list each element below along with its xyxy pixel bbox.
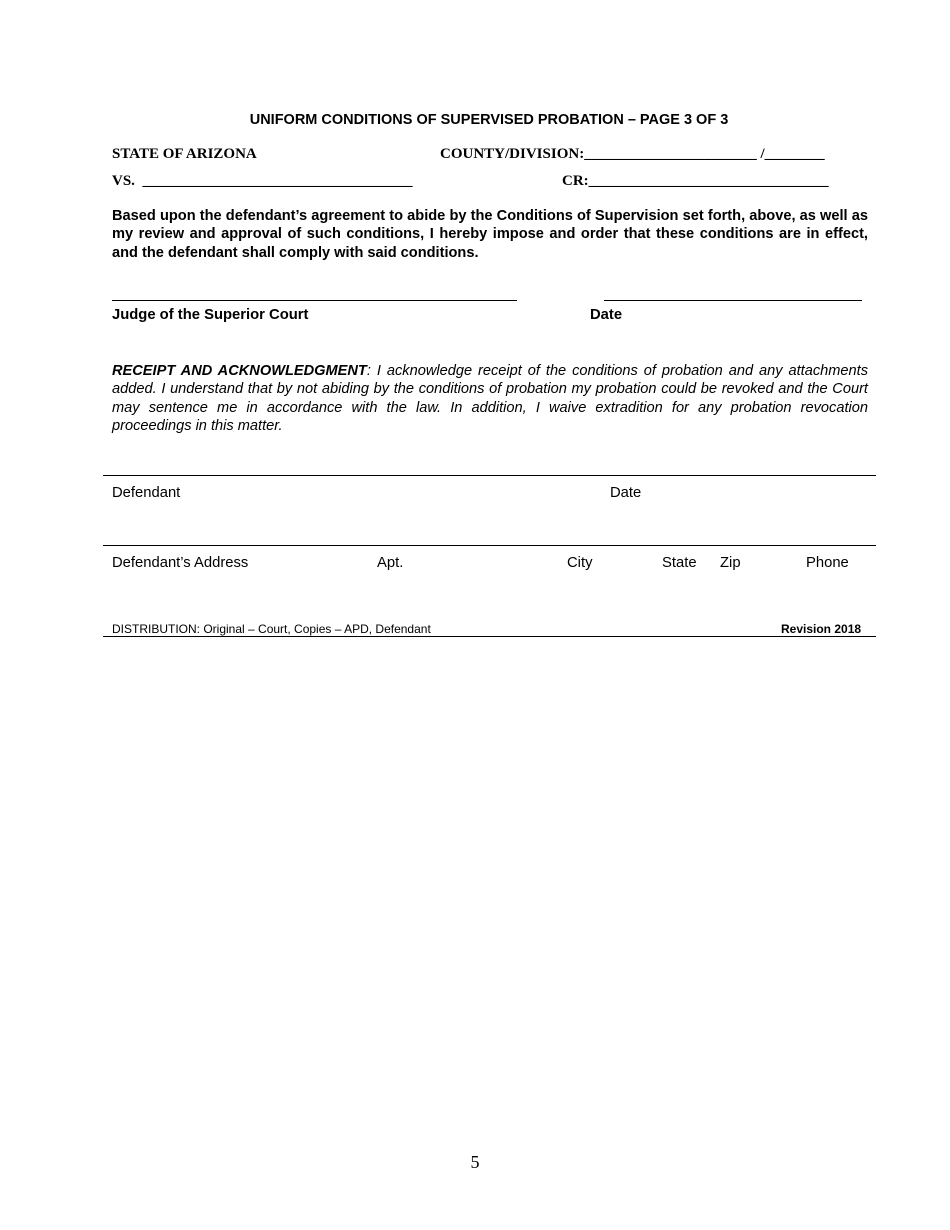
vs-blank: ____________________________________ [142, 173, 413, 189]
division-blank: ________ [764, 146, 825, 162]
judge-date-label: Date [590, 307, 623, 323]
cr-label: CR: [562, 173, 589, 189]
acknowledgment-paragraph [112, 362, 868, 436]
form-title: UNIFORM CONDITIONS OF SUPERVISED PROBATION – PAGE 3 OF 3 [249, 112, 729, 128]
cr-field[interactable] [562, 173, 829, 190]
page-number: 5 [470, 1152, 480, 1172]
county-division-field[interactable] [440, 146, 825, 163]
apt-label: Apt. [377, 555, 404, 571]
defendant-signature-line[interactable] [103, 475, 876, 476]
vs-label: VS. [112, 173, 135, 189]
vs-field[interactable] [112, 173, 412, 190]
acknowledgment-heading: RECEIPT AND ACKNOWLEDGMENT [112, 363, 367, 379]
address-line[interactable] [103, 545, 876, 546]
city-label: City [567, 555, 593, 571]
defendant-label: Defendant [112, 485, 181, 501]
county-blank: _______________________ [584, 146, 757, 162]
state-field-label: State [662, 555, 697, 571]
phone-label: Phone [806, 555, 849, 571]
revision-label: Revision 2018 [781, 622, 862, 636]
footer-rule [103, 636, 876, 637]
distribution-note: DISTRIBUTION: Original – Court, Copies – APD, Defendant [112, 622, 431, 636]
division-separator: / [760, 146, 765, 162]
address-label: Defendant’s Address [112, 555, 249, 571]
state-label: STATE OF ARIZONA [112, 146, 257, 162]
judge-date-line[interactable] [604, 300, 862, 301]
judge-signature-line[interactable] [112, 300, 517, 301]
county-label: COUNTY/DIVISION: [440, 146, 585, 162]
judge-label: Judge of the Superior Court [112, 307, 309, 323]
acknowledgment-text: : I acknowledge receipt of the conditions of probation and any attachments added. I understand that by not abiding by the conditions of probation my probation could be revoked and the Court may sentence me in accordance with the law. In addition, I waive extradition for any probation revocation proceedings in this matter. [112, 363, 868, 435]
order-paragraph: Based upon the defendant’s agreement to abide by the Conditions of Supervision set forth, above, as well as my review and approval of such conditions, I hereby impose and order that these conditions are in effect, and the defendant shall comply with said conditions. [112, 208, 868, 261]
cr-blank: ________________________________ [588, 173, 829, 189]
zip-label: Zip [720, 555, 741, 571]
defendant-date-label: Date [610, 485, 642, 501]
